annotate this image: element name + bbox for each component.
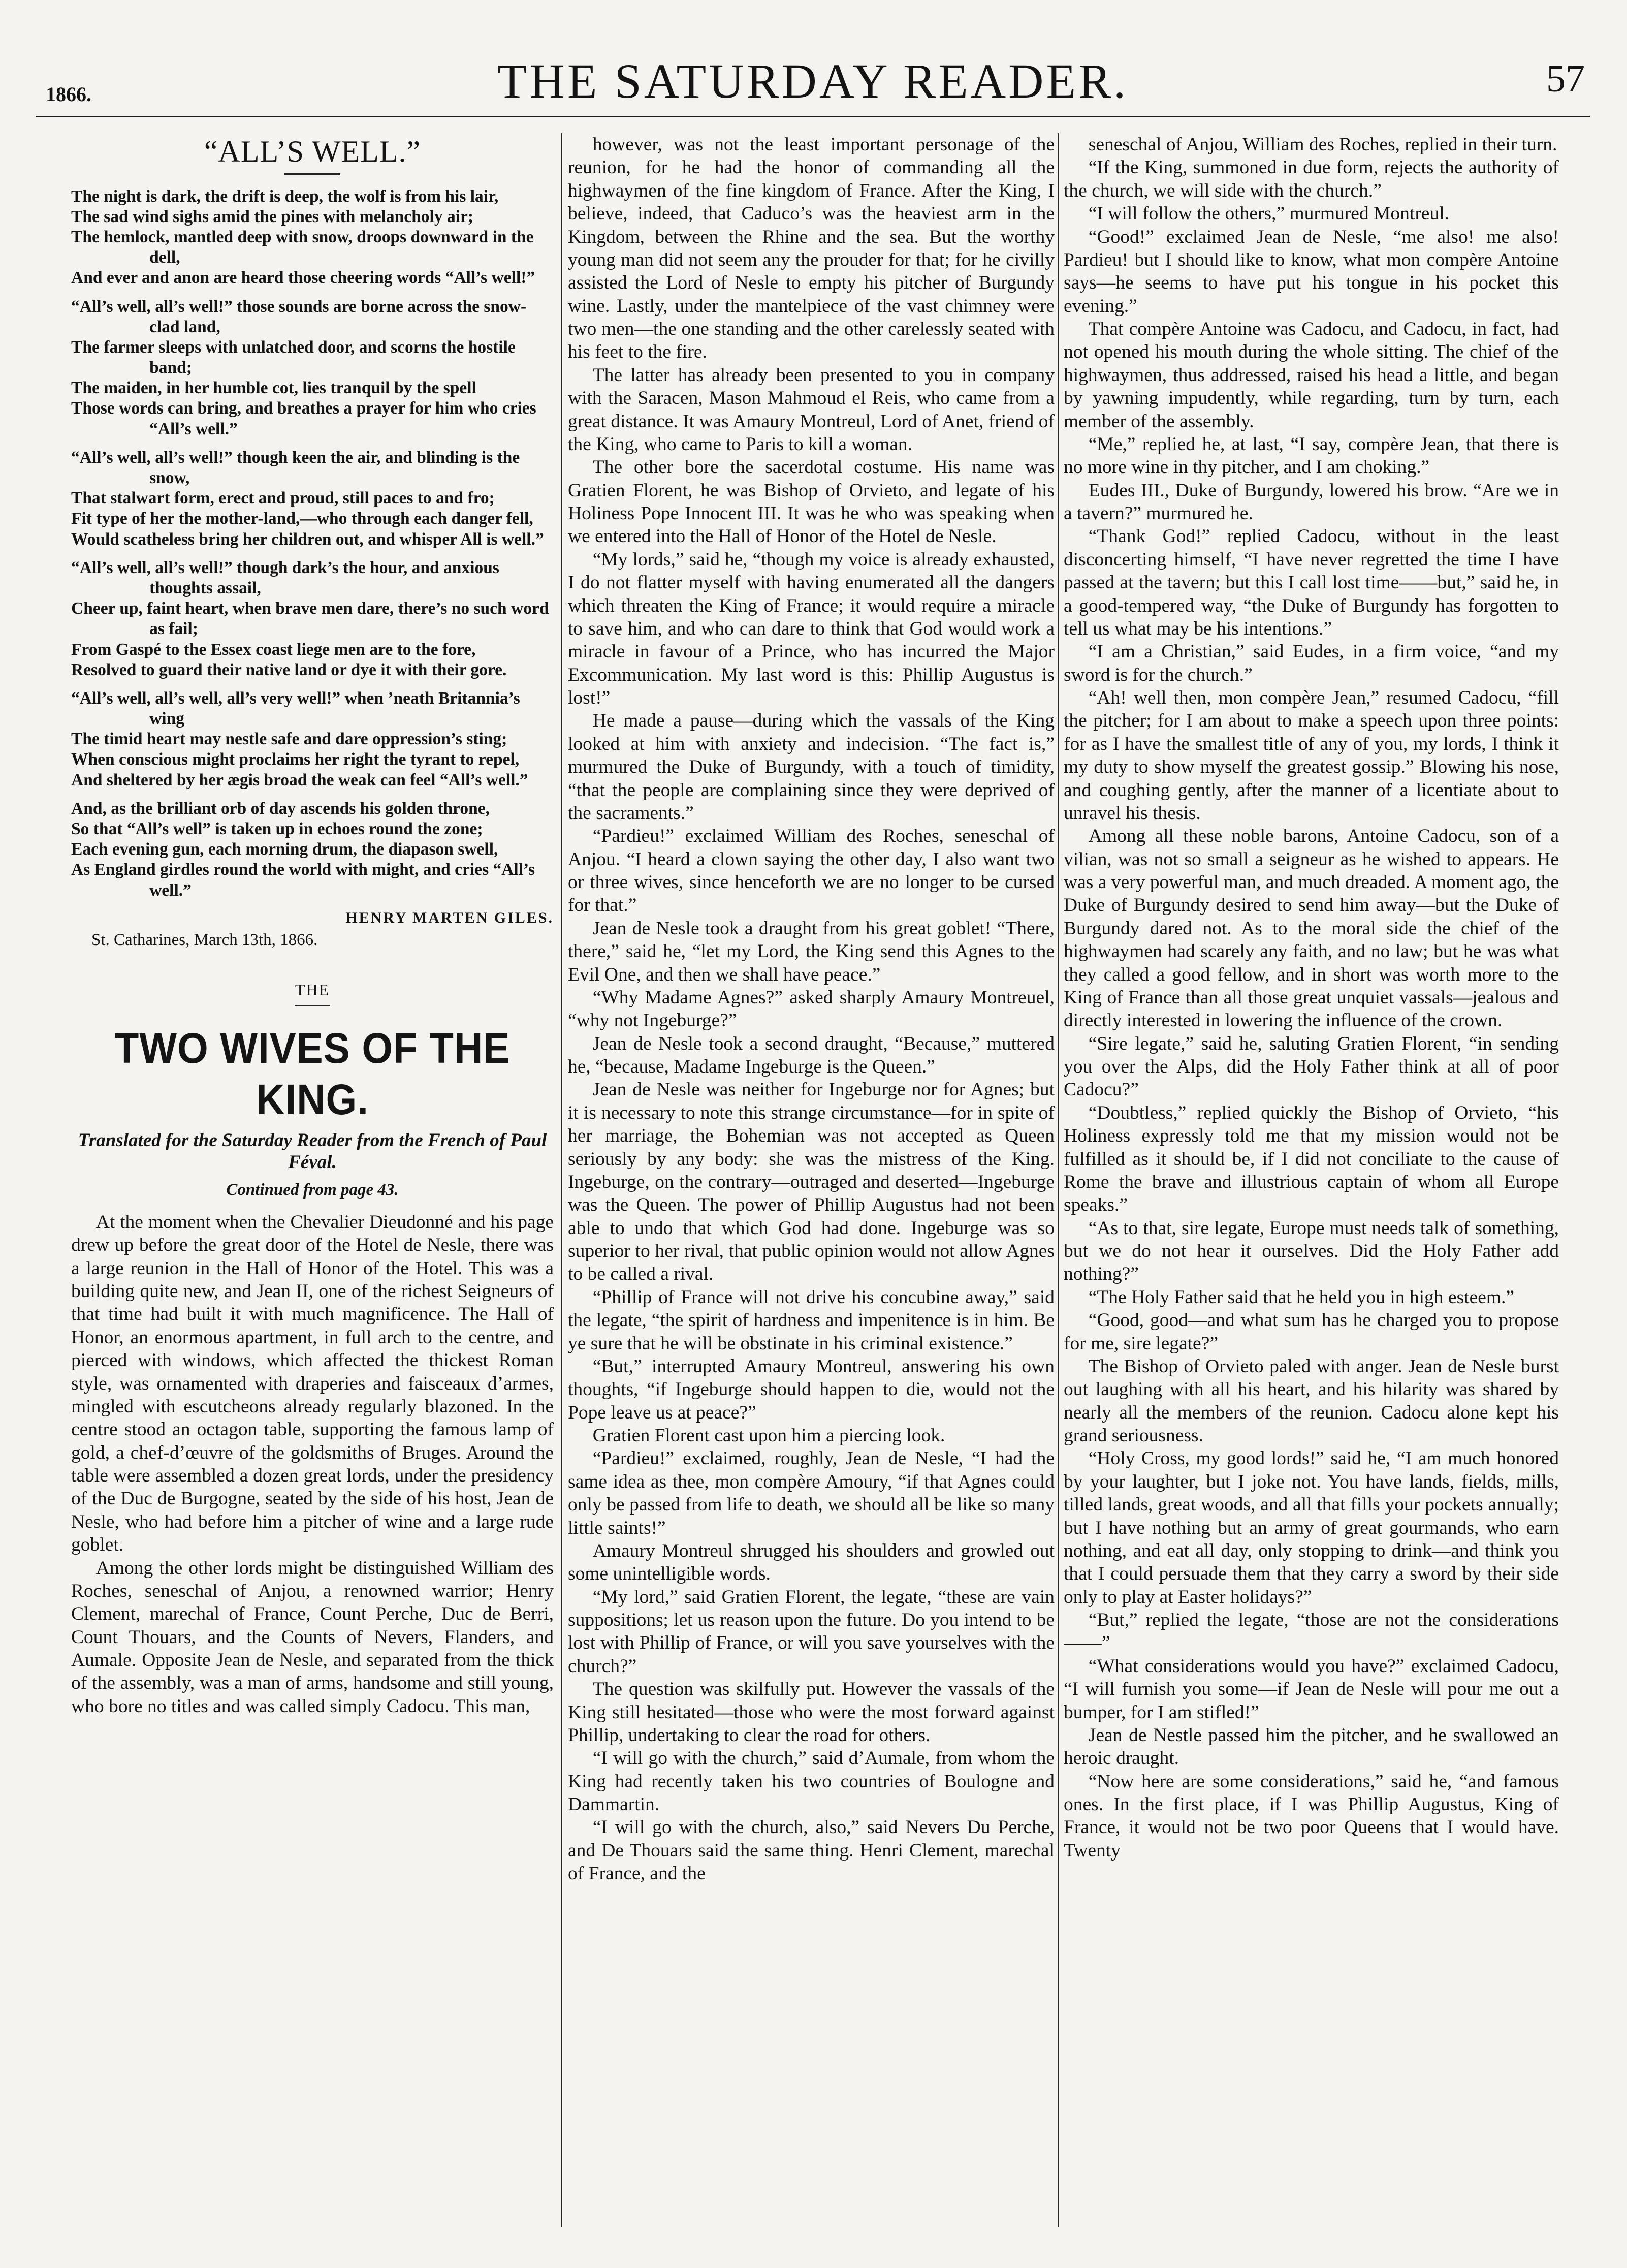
poem-line: “All’s well, all’s well!” those sounds are borne across the snow-clad land, <box>71 297 527 336</box>
poem-line: “All’s well, all’s well, all’s very well!” when ’neath Britannia’s wing <box>71 688 520 729</box>
story-paragraph: Jean de Nesle took a second draught, “Because,” muttered he, “because, Madame Ingeburge is the Queen.” <box>568 1033 1055 1077</box>
poem-stanza <box>71 297 554 439</box>
poem-line: The hemlock, mantled deep with snow, droops downward in the dell, <box>71 227 534 267</box>
story-paragraph: “Good!” exclaimed Jean de Nesle, “me also! me also! Pardieu! but I should like to know, what mon compère Antoine says—he seems to have put his tongue in his pocket this evening.” <box>1064 226 1559 317</box>
poem-stanza <box>71 799 554 901</box>
poem-line: The timid heart may nestle safe and dare oppression’s sting; <box>71 730 507 749</box>
column-divider <box>561 133 562 2227</box>
story-paragraph: The latter has already been presented to you in company with the Saracen, Mason Mahmoud el Reis, who came from a great distance. It was Amaury Montreul, Lord of Anet, friend of the King, who came to Paris to kill a woman. <box>568 364 1055 455</box>
column-1 <box>71 133 554 2227</box>
poem-line: Resolved to guard their native land or dye it with their gore. <box>71 660 507 679</box>
story-paragraph: “My lord,” said Gratien Florent, the legate, “these are vain suppositions; let us reason upon the future. Do you intend to be lost with Phillip of France, or will you save yourselves with the church?” <box>568 1586 1055 1677</box>
story-paragraph: seneschal of Anjou, William des Roches, replied in their turn. <box>1088 134 1557 155</box>
poem-line: “All’s well, all’s well!” though dark’s the hour, and anxious thoughts assail, <box>71 558 499 597</box>
story-paragraph: That compère Antoine was Cadocu, and Cadocu, in fact, had not opened his mouth during the whole sitting. The chief of the highwaymen, thus addressed, raised his head a little, and began by yawning impudently, while regarding, turn by turn, each member of the assembly. <box>1064 319 1559 432</box>
poem-body <box>71 186 554 901</box>
poem-line: And, as the brilliant orb of day ascends his golden throne, <box>71 799 490 818</box>
poem-line: Those words can bring, and breathes a prayer for him who cries “All’s well.” <box>71 399 536 438</box>
poem-place-date: St. Catharines, March 13th, 1866. <box>91 931 318 950</box>
story-paragraph: “I will go with the church, also,” said Nevers Du Perche, and De Thouars said the same thing. Henri Clement, marechal of France, and the <box>568 1817 1055 1884</box>
continued-note: Continued from page 43. <box>226 1181 399 1200</box>
story-paragraph: “Pardieu!” exclaimed, roughly, Jean de Nesle, “I had the same idea as thee, mon compère Amoury, “if that Agnes could only be passed from life to death, we should all be like so many little saints!” <box>568 1448 1055 1538</box>
story-paragraph: He made a pause—during which the vassals of the King looked at him with anxiety and indecision. “The fact is,” murmured the Duke of Burgundy, with a touch of timidity, “that the people are complaining since they were deprived of the sacraments.” <box>568 710 1055 824</box>
poem-line: And ever and anon are heard those cheering words “All’s well!” <box>71 268 535 288</box>
header-rule <box>36 116 1590 117</box>
poem-line: Would scatheless bring her children out, and whisper All is well.” <box>71 529 544 549</box>
story-paragraph: Amaury Montreul shrugged his shoulders and growled out some unintelligible words. <box>568 1540 1055 1585</box>
story-paragraph: “Me,” replied he, at last, “I say, compère Jean, that there is no more wine in thy pitcher, and I am choking.” <box>1064 433 1559 478</box>
story-paragraph: “Why Madame Agnes?” asked sharply Amaury Montreuel, “why not Ingeburge?” <box>568 987 1055 1031</box>
issue-year: 1866. <box>46 83 91 106</box>
story-paragraph: “But,” interrupted Amaury Montreul, answering his own thoughts, “if Ingeburge should happen to die, would not the Pope leave us at peace?” <box>568 1356 1055 1423</box>
poem-line: From Gaspé to the Essex coast liege men are to the fore, <box>71 640 476 659</box>
poem-line: “All’s well, all’s well!” though keen the air, and blinding is the snow, <box>71 448 520 488</box>
story-paragraph: The question was skilfully put. However the vassals of the King still hesitated—those who were the most forward against Phillip, undertaking to clear the road for others. <box>568 1679 1055 1746</box>
title-rule <box>284 173 340 175</box>
story-paragraph: Jean de Nestle passed him the pitcher, and he swallowed an heroic draught. <box>1064 1724 1559 1769</box>
story-text-col2 <box>568 133 1055 1885</box>
poem-line: And sheltered by her ægis broad the weak can feel “All’s well.” <box>71 770 528 790</box>
story-paragraph: At the moment when the Chevalier Dieudonné and his page drew up before the great door of the Hotel de Nesle, there was a large reunion in the Hall of Honor of the Hotel. This was a building quite new, and Jean II, one of the richest Seigneurs of that time had built it with much magnificence. The Hall of Honor, an enormous apartment, in full arch to the centre, and pierced with windows, which affected the thickest Roman style, was ornamented with draperies and faisceaux d’armes, mingled with escutcheons already regularly blazoned. In the centre stood an octagon table, supporting the famous lamp of gold, a chef-d’œuvre of the goldsmiths of Bruges. Around the table were assembled a dozen great lords, under the presidency of the Duc de Burgogne, seated by the side of his host, Jean de Nesle, who had before him a pitcher of wine and a large rude goblet. <box>71 1211 554 1556</box>
story-paragraph: “Now here are some considerations,” said he, “and famous ones. In the first place, if I was Phillip Augustus, King of France, it would not be two poor Queens that I would have. Twenty <box>1064 1771 1559 1861</box>
poem-stanza <box>71 186 554 289</box>
story-paragraph: “What considerations would you have?” exclaimed Cadocu, “I will furnish you some—if Jean de Nesle will pour me out a bumper, for I am stifled!” <box>1064 1655 1559 1723</box>
story-text-col1 <box>71 1211 554 1718</box>
story-paragraph: “Good, good—and what sum has he charged you to propose for me, sire legate?” <box>1064 1310 1559 1354</box>
poem-line: The night is dark, the drift is deep, the wolf is from his lair, <box>71 186 499 206</box>
story-paragraph: “If the King, summoned in due form, rejects the authority of the church, we will side with the church.” <box>1064 157 1559 201</box>
poem-stanza <box>71 688 554 791</box>
story-paragraph: The Bishop of Orvieto paled with anger. Jean de Nesle burst out laughing with all his heart, and his hilarity was shared by nearly all the members of the reunion. Cadocu alone kept his grand seriousness. <box>1064 1356 1559 1446</box>
story-paragraph: Among the other lords might be distinguished William des Roches, seneschal of Anjou, a renowned warrior; Henry Clement, marechal of France, Count Perche, Duc de Berri, Count Thouars, and the Counts of Nevers, Flanders, and Aumale. Opposite Jean de Nesle, and separated from the thick of the assembly, was a man of arms, handsome and still young, who bore no titles and was called simply Cadocu. This man, <box>71 1557 554 1717</box>
poem-line: That stalwart form, erect and proud, still paces to and fro; <box>71 489 495 508</box>
kicker-rule <box>295 1005 330 1006</box>
story-paragraph: Gratien Florent cast upon him a piercing look. <box>592 1425 945 1446</box>
story-paragraph: The other bore the sacerdotal costume. His name was Gratien Florent, he was Bishop of Orvieto, and legate of his Holiness Pope Innocent III. It was he who was speaking when we entered into the Hall of Honor of the Hotel de Nesle. <box>568 457 1055 547</box>
story-title: TWO WIVES OF THE KING. <box>114 1024 511 1124</box>
story-text-col3 <box>1064 133 1559 1862</box>
column-2 <box>568 133 1055 2227</box>
poem-line: Fit type of her the mother-land,—who through each danger fell, <box>71 509 533 528</box>
poem-line: When conscious might proclaims her right the tyrant to repel, <box>71 750 520 769</box>
story-paragraph: “Sire legate,” said he, saluting Gratien Florent, “in sending you over the Alps, did the Holy Father think at all of poor Cadocu?” <box>1064 1033 1559 1100</box>
poem-stanza <box>71 448 554 550</box>
poem-line: Cheer up, faint heart, when brave men dare, there’s no such word as fail; <box>71 599 549 639</box>
story-paragraph: “Ah! well then, mon compère Jean,” resumed Cadocu, “fill the pitcher; for I am about to make a speech upon three points: for as I have the smallest title of any of you, my lords, I think it my duty to show myself the greatest gossip.” Blowing his nose, and coughing gently, after the manner of a licentiate about to unravel his thesis. <box>1064 687 1559 824</box>
story-paragraph: Eudes III., Duke of Burgundy, lowered his brow. “Are we in a tavern?” murmured he. <box>1064 480 1559 524</box>
story-paragraph: “As to that, sire legate, Europe must needs talk of something, but we do not hear it ourselves. Did the Holy Father add nothing?” <box>1064 1217 1559 1285</box>
column-divider <box>1058 133 1059 2227</box>
story-paragraph: “I will follow the others,” murmured Montreul. <box>1088 203 1449 225</box>
story-paragraph: “I am a Christian,” said Eudes, in a firm voice, “and my sword is for the church.” <box>1064 641 1559 685</box>
poem-stanza <box>71 558 554 680</box>
poem-line: So that “All’s well” is taken up in echoes round the zone; <box>71 820 483 839</box>
story-paragraph: “Phillip of France will not drive his concubine away,” said the legate, “the spirit of hardness and impenitence is in him. Be ye sure that he will be obstinate in his criminal existence.” <box>568 1286 1055 1354</box>
story-paragraph: “Doubtless,” replied quickly the Bishop of Orvieto, “his Holiness expressly told me that my mission would not be fulfilled as it should be, if I did not conciliate to the cause of Rome the brave and illustrious captain of whom all Europe speaks.” <box>1064 1102 1559 1216</box>
story-paragraph: “Thank God!” replied Cadocu, without in the least disconcerting himself, “I have never regretted the time I have passed at the tavern; but this I call lost time——but,” said he, in a good-tempered way, “the Duke of Burgundy has forgotten to tell us what may be his intentions.” <box>1064 526 1559 639</box>
story-paragraph: Among all these noble barons, Antoine Cadocu, son of a vilian, was not so small a seigneur as he wished to appears. He was a very powerful man, and much dreaded. A moment ago, the Duke of Burgundy desired to send him away—but the Duke of Burgundy dared not. As to the moral side the chief of the highwaymen had scarely any faith, and no law; but he was what they called a good fellow, and in short was worth more to the King of France than all those great unquiet vassals—jealous and directly interested in lowering the influence of the crown. <box>1064 826 1559 1031</box>
poem-line: As England girdles round the world with might, and cries “All’s well.” <box>71 860 535 900</box>
story-paragraph: “I will go with the church,” said d’Aumale, from whom the King had recently taken his two countries of Boulogne and Dammartin. <box>568 1748 1055 1815</box>
poem-line: Each evening gun, each morning drum, the diapason swell, <box>71 840 498 859</box>
poem-author: HENRY MARTEN GILES. <box>345 909 554 926</box>
story-paragraph: “Pardieu!” exclaimed William des Roches, seneschal of Anjou. “I heard a clown saying the other day, I also want two or three wives, since henceforth we are no longer to be cursed for that.” <box>568 826 1055 916</box>
story-kicker: THE <box>295 981 330 999</box>
poem-line: The maiden, in her humble cot, lies tranquil by the spell <box>71 379 476 398</box>
story-paragraph: “But,” replied the legate, “those are not the considerations——” <box>1064 1610 1559 1654</box>
page-number: 57 <box>1546 57 1585 100</box>
story-subtitle: Translated for the Saturday Reader from the French of Paul Féval. <box>78 1129 547 1173</box>
story-paragraph: “My lords,” said he, “though my voice is already exhausted, I do not flatter myself with having enumerated all the dangers which threaten the King of France; it would require a miracle to save him, and who can dare to think that God would work a miracle in favour of a Prince, who has incurred the Major Excommunication. My last word is this: Phillip Augustus is lost!” <box>568 549 1055 708</box>
poem-title: “ALL’S WELL.” <box>204 135 421 168</box>
page-header <box>36 46 1590 117</box>
poem-line: The farmer sleeps with unlatched door, and scorns the hostile band; <box>71 337 516 377</box>
story-paragraph: “Holy Cross, my good lords!” said he, “I am much honored by your laughter, but I joke not. You have lands, fields, mills, tilled lands, great woods, and all that fills your pockets annually; but I have nothing but an army of great gourmands, who earn nothing, and eat all day, only stopping to drink—and think you that I could persuade them that they carry a sword by their side only to play at Easter holidays?” <box>1064 1448 1559 1608</box>
story-paragraph: Jean de Nesle took a draught from his great goblet! “There, there,” said he, “let my Lord, the King send this Agnes to the Evil One, and then we shall have peace.” <box>568 918 1055 985</box>
masthead-title: THE SATURDAY READER. <box>497 54 1129 108</box>
story-paragraph: however, was not the least important personage of the reunion, for he had the honor of commanding all the highwaymen of the fine kingdom of France. After the King, I believe, indeed, that Caduco’s was the heaviest arm in the Kingdom, between the Rhine and the sea. But the worthy young man did not seem any the prouder for that; for he civilly assisted the Lord of Nesle to empty his pitcher of Burgundy wine. Lastly, under the mantelpiece of the vast chimney were two men—the one standing and the other carelessly seated with his feet to the fire. <box>568 134 1055 363</box>
column-3 <box>1064 133 1559 2227</box>
story-paragraph: Jean de Nesle was neither for Ingeburge nor for Agnes; but it is necessary to note this strange circumstance—for in spite of her marriage, the Bohemian was not accepted as Queen seriously by any body: she was the mistress of the King. Ingeburge, on the contrary—outraged and deserted—Ingeburge was the Queen. The power of Phillip Augustus had not been able to undo that which God had done. Ingeburge was so superior to her rival, that public opinion would not allow Agnes to be called a rival. <box>568 1079 1055 1285</box>
story-paragraph: “The Holy Father said that he held you in high esteem.” <box>1088 1286 1515 1308</box>
poem-line: The sad wind sighs amid the pines with melancholy air; <box>71 207 474 226</box>
